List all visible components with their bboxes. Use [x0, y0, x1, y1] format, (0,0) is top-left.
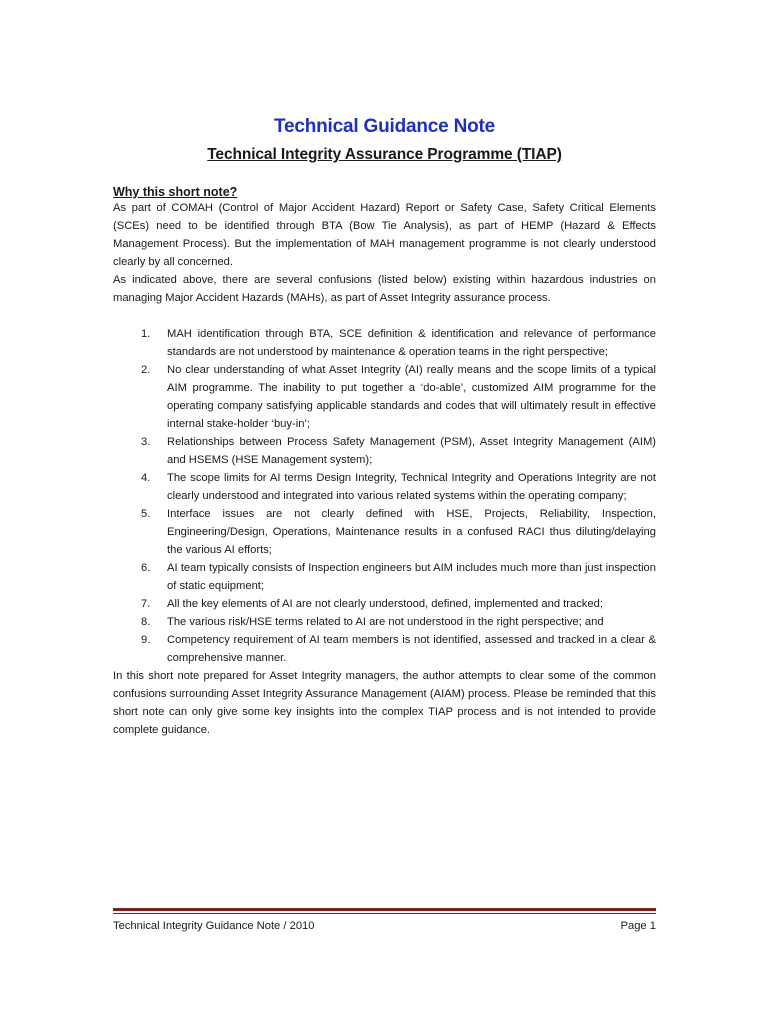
list-item-number: 5. [141, 508, 151, 520]
list-item-number: 6. [141, 562, 151, 574]
list-item-text: All the key elements of AI are not clearly understood, defined, implemented and tracked; [167, 598, 603, 610]
list-item-text: AI team typically consists of Inspection engineers but AIM includes much more than just inspection of static equipment; [167, 562, 656, 592]
list-item-text: Relationships between Process Safety Management (PSM), Asset Integrity Management (AIM) and HSEMS (HSE Management system); [167, 436, 656, 466]
list-item-text: The scope limits for AI terms Design Integrity, Technical Integrity and Operations Integrity are not clearly understood and integrated into various related systems within the operating company; [167, 472, 656, 502]
list-item [113, 505, 656, 559]
page-footer [113, 908, 656, 932]
footer-page-number: Page 1 [620, 920, 656, 932]
list-item-number: 7. [141, 598, 151, 610]
footer-divider [113, 908, 656, 911]
list-item-number: 9. [141, 634, 151, 646]
list-item [113, 433, 656, 469]
list-item-text: Competency requirement of AI team members is not identified, assessed and tracked in a clear & comprehensive manner. [167, 634, 656, 664]
issues-list [113, 325, 656, 667]
intro-paragraph: As part of COMAH (Control of Major Accident Hazard) Report or Safety Case, Safety Critical Elements (SCEs) need to be identified through BTA (Bow Tie Analysis), as part of HEMP (Hazard & Effects Management Process). But the implementation of MAH management programme is not clearly understood clearly by all concerned. [113, 202, 656, 268]
document-subtitle: Technical Integrity Assurance Programme (TIAP) [207, 146, 562, 163]
list-item-number: 1. [141, 328, 151, 340]
list-item-text: The various risk/HSE terms related to AI are not understood in the right perspective; and [167, 616, 604, 628]
list-item [113, 559, 656, 595]
closing-paragraph: In this short note prepared for Asset Integrity managers, the author attempts to clear some of the common confusions surrounding Asset Integrity Assurance Management (AIAM) process. Please be reminded that this short note can only give some key insights into the complex TIAP process and is not intended to provide complete guidance. [113, 670, 656, 736]
confusions-paragraph: As indicated above, there are several confusions (listed below) existing within hazardous industries on managing Major Accident Hazards (MAHs), as part of Asset Integrity assurance process. [113, 274, 656, 304]
list-item-number: 8. [141, 616, 151, 628]
list-item [113, 361, 656, 433]
list-item-text: No clear understanding of what Asset Integrity (AI) really means and the scope limits of a typical AIM programme. The inability to put together a ‘do-able’, customized AIM programme for the operating company satisfying applicable standards and codes that will ultimately result in effective internal stake-holder ‘buy-in’; [167, 364, 656, 430]
list-item [113, 595, 656, 613]
list-item-number: 3. [141, 436, 151, 448]
list-item-number: 4. [141, 472, 151, 484]
document-title: Technical Guidance Note [274, 116, 495, 137]
list-item [113, 325, 656, 361]
list-item-text: Interface issues are not clearly defined with HSE, Projects, Reliability, Inspection, Engineering/Design, Operations, Maintenance results in a confused RACI thus diluting/delaying the various AI efforts; [167, 508, 656, 556]
list-item [113, 469, 656, 505]
document-body [113, 112, 656, 739]
list-item-text: MAH identification through BTA, SCE definition & identification and relevance of performance standards are not understood by maintenance & operation teams in the right perspective; [167, 328, 656, 358]
list-item [113, 631, 656, 667]
list-item [113, 613, 656, 631]
footer-document-name: Technical Integrity Guidance Note / 2010 [113, 920, 315, 932]
section-heading: Why this short note? [113, 185, 238, 199]
footer-divider-thin [113, 913, 656, 914]
list-item-number: 2. [141, 364, 151, 376]
footer-row [113, 920, 656, 932]
